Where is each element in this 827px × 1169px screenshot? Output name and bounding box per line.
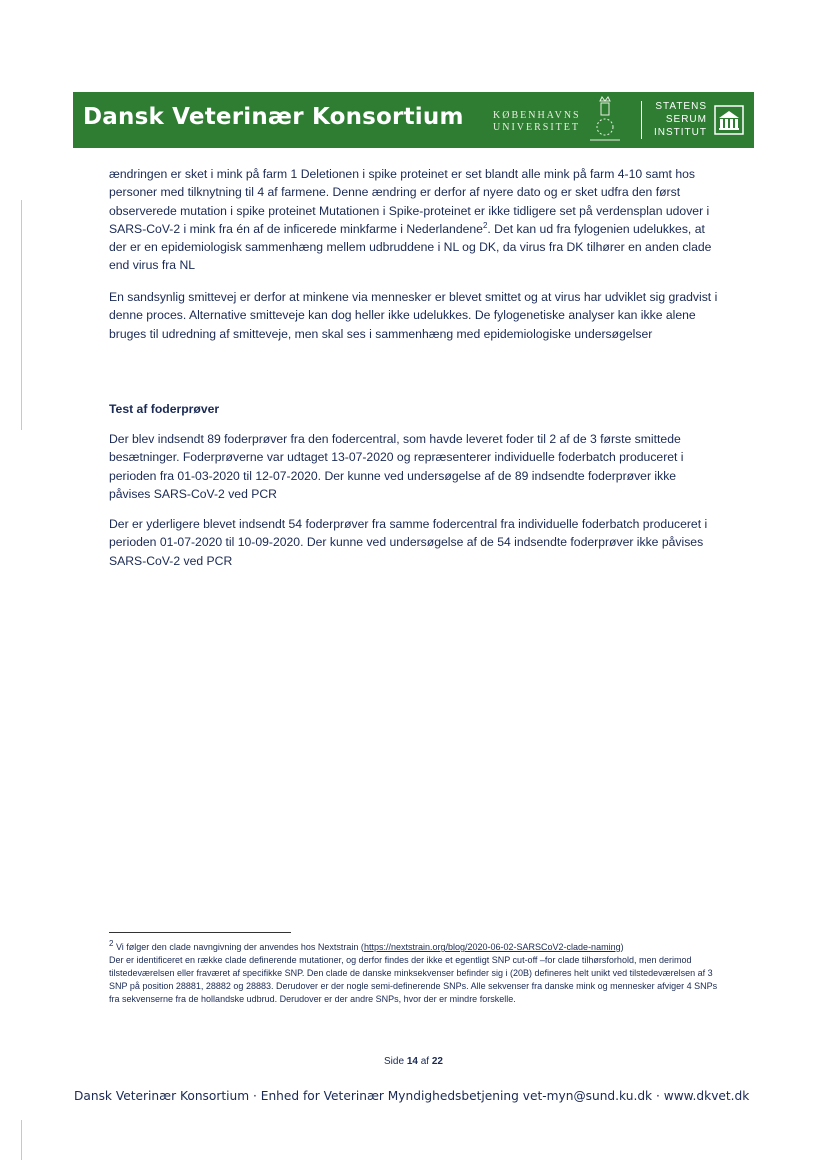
section-heading: Test af foderprøver xyxy=(109,402,220,416)
footnote-marker: 2 xyxy=(109,939,114,948)
footnote-intro: Vi følger den clade navngivning der anvendes hos Nextstrain ( xyxy=(113,942,364,952)
paragraph-1-part-a: ændringen er sket i mink på farm 1 Deletionen i spike proteinet er set blandt alle mink på farm 4-10 samt hos personer med tilknytning til 4 af farmene. Denne ændring er derfor af nyere dato og er sket udfra den først observerede mutation i spike proteinet Mutationen i Spike-proteinet er ikke tidligere set på verdensplan udover i SARS-CoV-2 i mink fra én af de inficerede minkfarme i Nederlandene xyxy=(109,167,710,236)
header-title: Dansk Veterinær Konsortium xyxy=(83,104,464,130)
paragraph-3-text: Der blev indsendt 89 foderprøver fra den fodercentral, som havde leveret foder til 2 af de 3 første smittede besætninger. Foderprøverne var udtaget 13-07-2020 og repræsenterer individuelle foderbatch produceret i perioden fra 01-03-2020 til 12-07-2020. Der kunne ved undersøgelse af de 89 indsendte foderprøver ikke påvises SARS-CoV-2 ved PCR xyxy=(109,432,684,501)
page-current: 14 xyxy=(406,1056,418,1067)
footnote-body: Der er identificeret en række clade definerende mutationer, og derfor findes der ikke et egentligt SNP cut-off –for clade tilhørsforhold, men derimod tilstedeværelsen eller fraværet af specifikke SNP. Den clade de danske minksekvenser befinder sig i (20B) defineres helt unikt ved tilstedeværelsen af 3 SNP på position 28881, 28882 og 28883. Derudover er der nogle semi-definerende SNPs. Alle sekvenser fra danske mink og mennesker afviger 4 SNPs fra sekvenserne fra de hollandske udbrud. Derudover er der andre SNPs, hvor der er mindre forskelle. xyxy=(109,955,718,1004)
footnote-ref: 2 xyxy=(482,220,488,230)
nextstrain-link[interactable]: https://nextstrain.org/blog/2020-06-02-SARSCoV2-clade-naming xyxy=(363,942,621,952)
ku-line-2: UNIVERSITET xyxy=(493,122,580,133)
scan-margin-line xyxy=(21,1120,22,1160)
paragraph-4-text: Der er yderligere blevet indsendt 54 foderprøver fra samme fodercentral fra individuelle foderbatch produceret i perioden 01-07-2020 til 10-09-2020. Der kunne ved undersøgelse af de 54 indsendte foderprøver ikke påvises SARS-CoV-2 ved PCR xyxy=(109,517,708,568)
footnote-close: ) xyxy=(620,942,624,952)
ssi-line-2: SERUM xyxy=(665,114,707,125)
page-total: 22 xyxy=(431,1056,443,1067)
page-label: Side xyxy=(384,1056,405,1067)
paragraph-2 xyxy=(109,288,719,343)
paragraph-1 xyxy=(109,165,719,275)
ssi-line-1: STATENS xyxy=(655,101,707,112)
footnote xyxy=(109,941,719,1006)
page-number xyxy=(0,1056,827,1067)
header-divider xyxy=(641,101,642,139)
ssi-line-3: INSTITUT xyxy=(654,127,707,138)
paragraph-4 xyxy=(109,515,719,570)
footnote-separator xyxy=(109,932,291,933)
ku-seal-icon xyxy=(588,95,622,143)
paragraph-2-text: En sandsynlig smittevej er derfor at minkene via mennesker er blevet smittet og at virus har udviklet sig gradvist i denne proces. Alternative smitteveje kan dog heller ikke udelukkes. De fylogenetiske analyser kan ikke alene bruges til udredning af smitteveje, men skal ses i sammenhæng med epidemiologiske undersøgelser xyxy=(109,290,718,341)
ku-line-1: KØBENHAVNS xyxy=(493,110,581,121)
ssi-logo-text xyxy=(649,100,707,139)
header-bar xyxy=(73,92,754,148)
paragraph-1-part-b: . Det kan ud fra fylogenien udelukkes, at der er en epidemiologisk sammenhæng mellem udbruddene i NL og DK, da virus fra DK tilhører en anden clade end virus fra NL xyxy=(109,221,712,273)
ssi-building-icon xyxy=(714,105,744,135)
ku-logo-text xyxy=(493,110,581,134)
page-of: af xyxy=(420,1056,430,1067)
page-footer: Dansk Veterinær Konsortium · Enhed for Veterinær Myndighedsbetjening vet-myn@sund.ku.dk · www.dkvet.dk xyxy=(74,1089,750,1103)
paragraph-3 xyxy=(109,430,719,503)
scan-margin-line xyxy=(21,200,22,430)
